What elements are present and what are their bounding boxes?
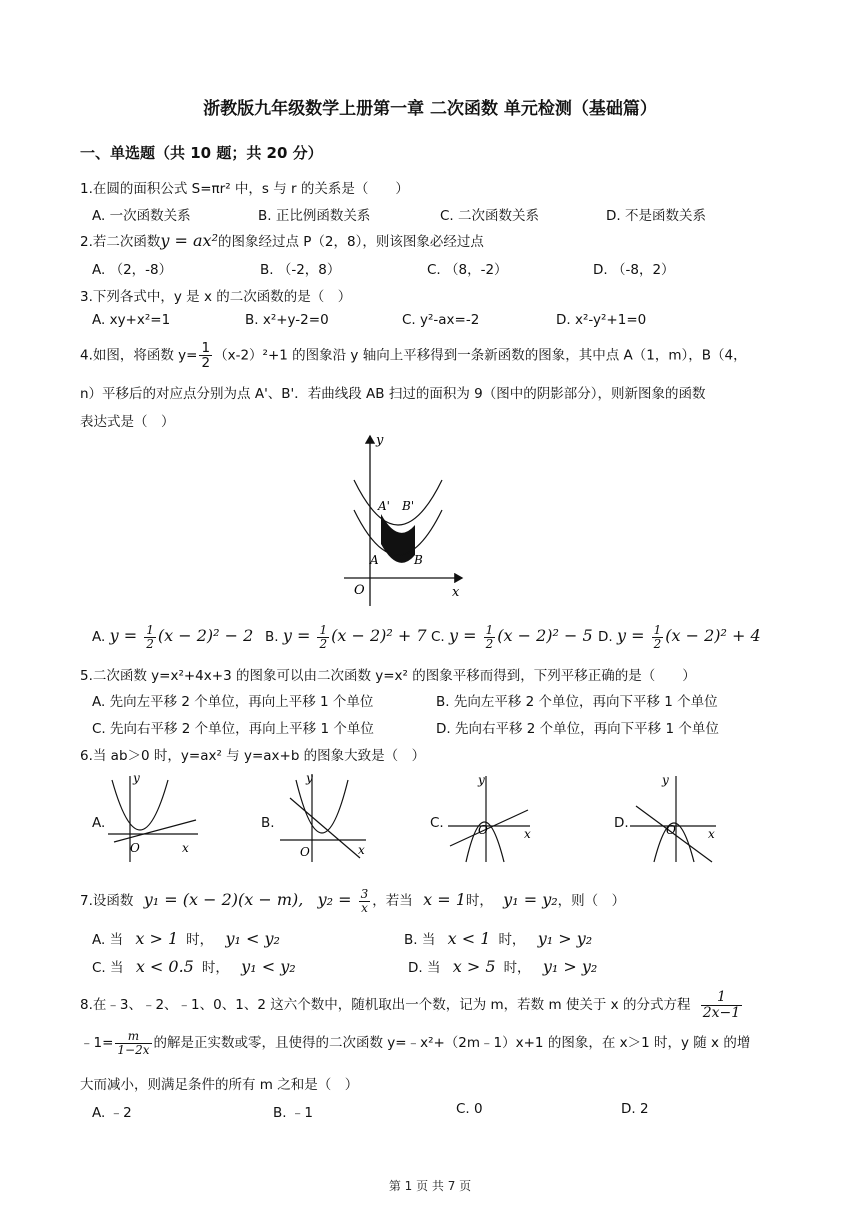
q7d-mid: 时，: [503, 960, 531, 976]
q6c-y: y: [478, 773, 485, 787]
parabola-a: [112, 780, 168, 830]
q7-fraction: [359, 888, 371, 914]
q4-option-c[interactable]: [431, 624, 593, 650]
q4d-n: 1: [653, 623, 662, 637]
q4-line1-b: （x-2）²+1 的图象沿 y 轴向上平移得到一条新函数的图象，其中点 A（1，m），B（4，: [214, 347, 747, 364]
q7c-cond: x < 0.5: [135, 957, 194, 976]
q8-line2-b: 的解是正实数或零，且使得的二次函数 y=﹣x²+（2m﹣1）x+1 的图象，在 x＞1 时，y 随 x 的增: [153, 1035, 751, 1052]
q4c-d: 2: [485, 636, 494, 651]
q6-option-a-label[interactable]: A.: [92, 815, 106, 831]
q3-option-a[interactable]: A. xy+x²=1: [92, 312, 171, 328]
q6-graph-d: [626, 770, 726, 866]
q6-graph-a: [104, 770, 204, 866]
q4-figure: [340, 430, 470, 610]
q8-fraction-1: [701, 990, 742, 1020]
q7c-label: C. 当: [92, 960, 124, 976]
q8-option-d[interactable]: D. 2: [621, 1101, 649, 1117]
q4-option-a[interactable]: [92, 624, 253, 650]
q7-stem-c: 时，: [465, 893, 493, 910]
q2-option-a[interactable]: A. （2，-8）: [92, 262, 173, 278]
question-4-line-1: [80, 341, 747, 370]
q7-y2: y₂ =: [317, 890, 357, 910]
q4c-n: 1: [485, 623, 494, 637]
q8-f2-d: 1−2x: [117, 1042, 150, 1057]
q7-option-a[interactable]: [92, 928, 280, 948]
q4-option-c-label: C.: [431, 629, 445, 646]
q7b-cond: x < 1: [447, 929, 491, 948]
q8-f2-n: m: [115, 1030, 151, 1044]
question-7-stem: [80, 888, 625, 914]
q4-option-d-pre: y =: [616, 626, 650, 646]
q7-option-c[interactable]: [92, 956, 296, 976]
q2-formula: y = ax²: [160, 231, 218, 250]
q8-f1-n: 1: [701, 990, 742, 1006]
q4-option-a-frac: [144, 624, 156, 650]
q6-graph-c: [444, 770, 544, 866]
q2-option-c[interactable]: C. （8，-2）: [427, 262, 508, 278]
q7c-mid: 时，: [201, 960, 229, 976]
q4-option-d-label: D.: [598, 629, 613, 646]
q4-frac-numerator: 1: [201, 340, 211, 356]
q7-stem-b: ，若当: [372, 893, 413, 910]
q7d-rel: y₁ > y₂: [542, 957, 598, 976]
q2-stem-a: 2.若二次函数: [80, 234, 161, 250]
line-a: [114, 820, 196, 842]
q4-option-b-label: B.: [265, 629, 279, 646]
q7b-rel: y₁ > y₂: [537, 929, 593, 948]
q7d-label: D. 当: [408, 960, 441, 976]
q6-option-c-label[interactable]: C.: [430, 815, 444, 831]
q1-option-d[interactable]: D. 不是函数关系: [606, 208, 706, 224]
q3-option-d[interactable]: D. x²-y²+1=0: [556, 312, 647, 328]
q3-option-c[interactable]: C. y²-ax=-2: [402, 312, 480, 328]
question-5-stem: 5.二次函数 y=x²+4x+3 的图象可以由二次函数 y=x² 的图象平移而得到，下列平移正确的是（ ）: [80, 668, 696, 684]
q7b-mid: 时，: [498, 932, 526, 948]
line-c: [450, 810, 528, 846]
q7-cond: x = 1: [423, 890, 466, 910]
q1-option-c[interactable]: C. 二次函数关系: [440, 208, 540, 224]
q4-option-b[interactable]: [265, 624, 427, 650]
q6-graph-b: [276, 770, 376, 866]
page-footer: 第 1 页 共 7 页: [388, 1179, 472, 1193]
q4-option-a-pre: y =: [109, 626, 143, 646]
q7c-rel: y₁ < y₂: [241, 957, 296, 976]
q8-f1-d: 2x−1: [702, 1004, 741, 1021]
q7-option-b[interactable]: [404, 928, 592, 948]
fig-point-b-prime: B': [402, 499, 415, 513]
fig-point-a: A: [370, 553, 379, 567]
q8-option-b[interactable]: B. ﹣1: [273, 1105, 313, 1121]
q6d-y: y: [662, 773, 669, 787]
q7a-rel: y₁ < y₂: [225, 929, 280, 948]
page-title: 浙教版九年级数学上册第一章 二次函数 单元检测（基础篇）: [203, 99, 657, 119]
upper-parabola: [354, 480, 442, 525]
q7-frac-n: 3: [360, 887, 369, 901]
q3-option-b[interactable]: B. x²+y-2=0: [245, 312, 329, 328]
q5-option-c[interactable]: C. 先向右平移 2 个单位，再向上平移 1 个单位: [92, 721, 374, 737]
q4b-d: 2: [319, 636, 328, 651]
q1-option-a[interactable]: A. 一次函数关系: [92, 208, 191, 224]
q4-option-c-frac: [484, 624, 496, 650]
q6b-y: y: [306, 771, 313, 785]
question-8-line-2: [80, 1030, 750, 1056]
q7-y1: y₁ = (x − 2)(x − m),: [143, 890, 304, 910]
fig-origin-label: O: [354, 583, 365, 598]
q2-stem-b: 的图象经过点 P（2，8），则该图象必经过点: [217, 234, 484, 250]
q1-option-b[interactable]: B. 正比例函数关系: [258, 208, 371, 224]
q6d-o: O: [666, 823, 676, 837]
q8-option-a[interactable]: A. ﹣2: [92, 1105, 132, 1121]
q4-option-b-frac: [317, 624, 329, 650]
q6-option-d-label[interactable]: D.: [614, 815, 629, 831]
question-8-line-3: 大而减小，则满足条件的所有 m 之和是（ ）: [80, 1077, 359, 1093]
question-1-stem: 1.在圆的面积公式 S=πr² 中，s 与 r 的关系是（ ）: [80, 181, 409, 197]
q4-line1-a: 4.如图，将函数 y=: [80, 347, 198, 364]
q4-option-d-frac: [652, 624, 664, 650]
q7a-mid: 时，: [186, 932, 214, 948]
q6b-o: O: [300, 845, 310, 859]
q7-frac-d: x: [361, 900, 368, 915]
question-4-line-3: 表达式是（ ）: [80, 414, 175, 430]
q4-frac-denominator: 2: [201, 355, 211, 372]
q4-option-c-post: (x − 2)² − 5: [497, 626, 593, 646]
q7-stem-d: ，则（ ）: [557, 893, 626, 910]
q7-option-d[interactable]: [408, 956, 597, 976]
q4-fraction: [199, 341, 212, 370]
q7a-label: A. 当: [92, 932, 124, 948]
q4-option-a-label: A.: [92, 629, 106, 646]
q6-option-b-label[interactable]: B.: [261, 815, 275, 831]
fig-point-b: B: [414, 553, 423, 567]
q4b-n: 1: [319, 623, 328, 637]
q6b-x: x: [358, 843, 365, 857]
q4a-n: 1: [146, 623, 154, 637]
question-6-stem: 6.当 ab＞0 时，y=ax² 与 y=ax+b 的图象大致是（ ）: [80, 748, 426, 764]
q4-option-b-post: (x − 2)² + 7: [331, 626, 427, 646]
q2-option-d[interactable]: D. （-8，2）: [593, 262, 675, 278]
q6d-x: x: [708, 827, 715, 841]
q6c-x: x: [524, 827, 531, 841]
q4a-d: 2: [146, 636, 154, 651]
q4-option-b-pre: y =: [282, 626, 316, 646]
q4d-d: 2: [653, 636, 662, 651]
q4-option-d[interactable]: [598, 624, 761, 650]
q6a-x: x: [182, 841, 189, 855]
q8-fraction-2: [115, 1030, 151, 1056]
q7-stem-a: 7.设函数: [80, 893, 134, 910]
q8-option-c[interactable]: C. 0: [456, 1101, 483, 1117]
q2-option-b[interactable]: B. （-2，8）: [260, 262, 341, 278]
q8-line2-a: ﹣1=: [80, 1035, 114, 1052]
fig-y-label: y: [376, 433, 384, 448]
section-heading: 一、单选题（共 10 题；共 20 分）: [80, 144, 323, 162]
q8-line1-text: 8.在﹣3、﹣2、﹣1、0、1、2 这六个数中，随机取出一个数，记为 m，若数 m 使关于 x 的分式方程: [80, 997, 691, 1014]
q4-option-c-pre: y =: [449, 626, 482, 646]
q5-option-b[interactable]: B. 先向左平移 2 个单位，再向下平移 1 个单位: [436, 694, 718, 710]
question-4-line-2: n）平移后的对应点分别为点 A'、B'．若曲线段 AB 扫过的面积为 9（图中的阴影部分），则新图象的函数: [80, 386, 706, 402]
fig-x-label: x: [452, 585, 460, 600]
q7a-cond: x > 1: [135, 929, 179, 948]
q5-option-a[interactable]: A. 先向左平移 2 个单位，再向上平移 1 个单位: [92, 694, 374, 710]
fig-point-a-prime: A': [378, 499, 390, 513]
q7-eq: y₁ = y₂: [503, 890, 558, 910]
question-3-stem: 3.下列各式中，y 是 x 的二次函数的是（ ）: [80, 289, 352, 305]
question-8-line-1: [80, 990, 744, 1020]
q5-option-d[interactable]: D. 先向右平移 2 个单位，再向下平移 1 个单位: [436, 721, 719, 737]
q6c-o: O: [478, 823, 488, 837]
q7d-cond: x > 5: [452, 957, 496, 976]
q6a-o: O: [130, 841, 140, 855]
q7b-label: B. 当: [404, 932, 436, 948]
question-2-stem: [80, 230, 484, 250]
q6a-y: y: [133, 771, 140, 785]
q4-option-a-post: (x − 2)² − 2: [157, 626, 254, 646]
q4-option-d-post: (x − 2)² + 4: [665, 626, 761, 646]
